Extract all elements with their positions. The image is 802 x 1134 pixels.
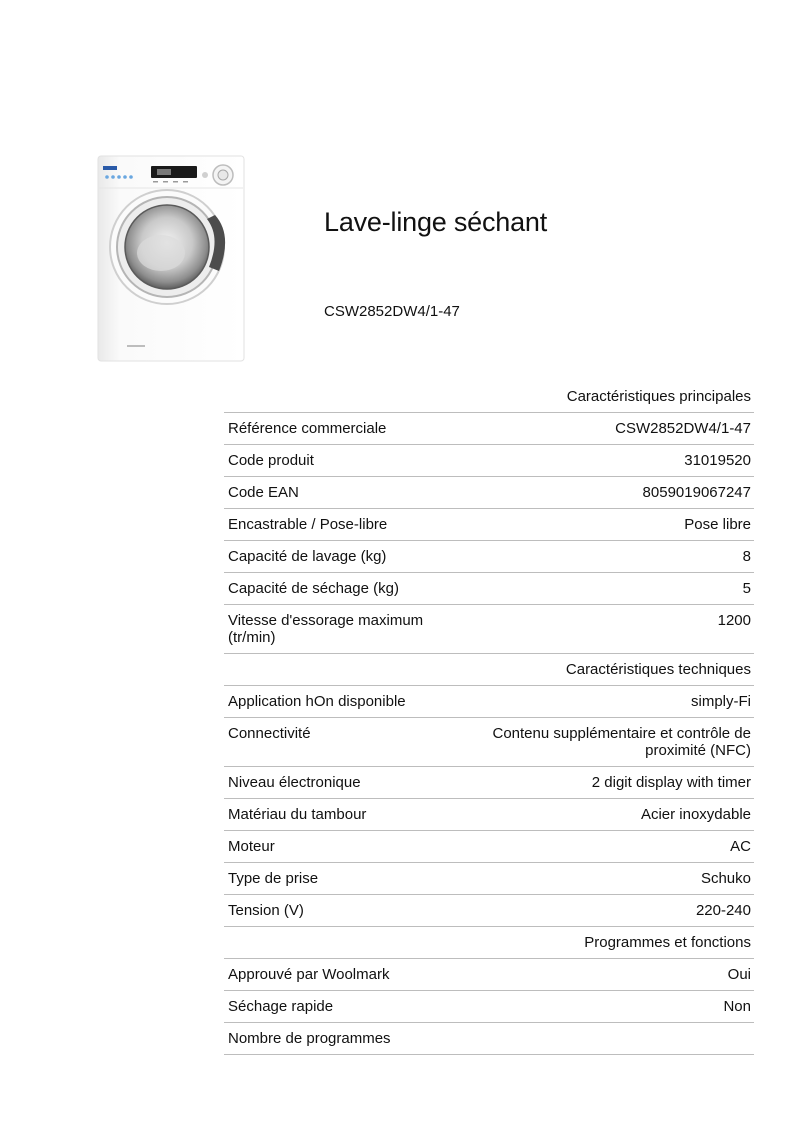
spec-row xyxy=(224,991,754,1023)
spec-row xyxy=(224,799,754,831)
spec-row xyxy=(224,445,754,477)
spec-row xyxy=(224,686,754,718)
spec-value: Oui xyxy=(727,966,751,983)
spec-value: 8 xyxy=(742,548,751,565)
spec-value: Pose libre xyxy=(684,516,751,533)
spec-label: Code EAN xyxy=(228,484,299,501)
spec-value: Schuko xyxy=(700,870,751,887)
spec-label: Niveau électronique xyxy=(228,774,361,791)
spec-label: Connectivité xyxy=(228,725,311,742)
spec-label: Approuvé par Woolmark xyxy=(228,966,390,983)
spec-row xyxy=(224,541,754,573)
spec-value: Non xyxy=(723,998,751,1015)
specifications-table xyxy=(224,381,754,1055)
section-heading-main xyxy=(224,381,754,413)
spec-value: 1200 xyxy=(717,612,751,629)
spec-row xyxy=(224,573,754,605)
spec-row xyxy=(224,605,754,654)
spec-value: 220-240 xyxy=(695,902,751,919)
spec-row xyxy=(224,959,754,991)
product-image xyxy=(97,155,245,362)
spec-label: Nombre de programmes xyxy=(228,1030,391,1047)
spec-label: Type de prise xyxy=(228,870,319,887)
spec-value: simply-Fi xyxy=(691,693,751,710)
spec-value: 31019520 xyxy=(684,452,751,469)
spec-label: Séchage rapide xyxy=(228,998,334,1015)
spec-label: Matériau du tambour xyxy=(228,806,367,823)
spec-label: Application hOn disponible xyxy=(228,693,406,710)
spec-label: Capacité de lavage (kg) xyxy=(228,548,387,565)
spec-row xyxy=(224,831,754,863)
spec-value: CSW2852DW4/1-47 xyxy=(615,420,751,437)
section-heading-label: Caractéristiques techniques xyxy=(565,661,751,678)
spec-row xyxy=(224,509,754,541)
spec-value: 8059019067247 xyxy=(642,484,751,501)
spec-label: Encastrable / Pose-libre xyxy=(228,516,388,533)
spec-row xyxy=(224,477,754,509)
section-heading-label: Caractéristiques principales xyxy=(566,388,751,405)
spec-row xyxy=(224,413,754,445)
spec-row xyxy=(224,895,754,927)
spec-row xyxy=(224,863,754,895)
spec-value: 2 digit display with timer xyxy=(591,774,751,791)
spec-label: Code produit xyxy=(228,452,314,469)
spec-label: Vitesse d'essorage maximum (tr/min) xyxy=(228,612,424,646)
section-heading-technical xyxy=(224,654,754,686)
spec-row xyxy=(224,767,754,799)
spec-row xyxy=(224,718,754,767)
spec-value: 5 xyxy=(742,580,751,597)
spec-value: Acier inoxydable xyxy=(640,806,751,823)
spec-row xyxy=(224,1023,754,1055)
spec-label: Capacité de séchage (kg) xyxy=(228,580,399,597)
spec-value: Contenu supplémentaire et contrôle de proximité (NFC) xyxy=(492,725,751,759)
section-heading-label: Programmes et fonctions xyxy=(584,934,751,951)
product-model: CSW2852DW4/1-47 xyxy=(324,303,460,320)
spec-label: Référence commerciale xyxy=(228,420,387,437)
spec-value: AC xyxy=(730,838,751,855)
spec-label: Tension (V) xyxy=(228,902,304,919)
product-title: Lave-linge séchant xyxy=(324,207,548,237)
spec-label: Moteur xyxy=(228,838,275,855)
section-heading-programs xyxy=(224,927,754,959)
washing-machine-icon xyxy=(97,155,245,362)
